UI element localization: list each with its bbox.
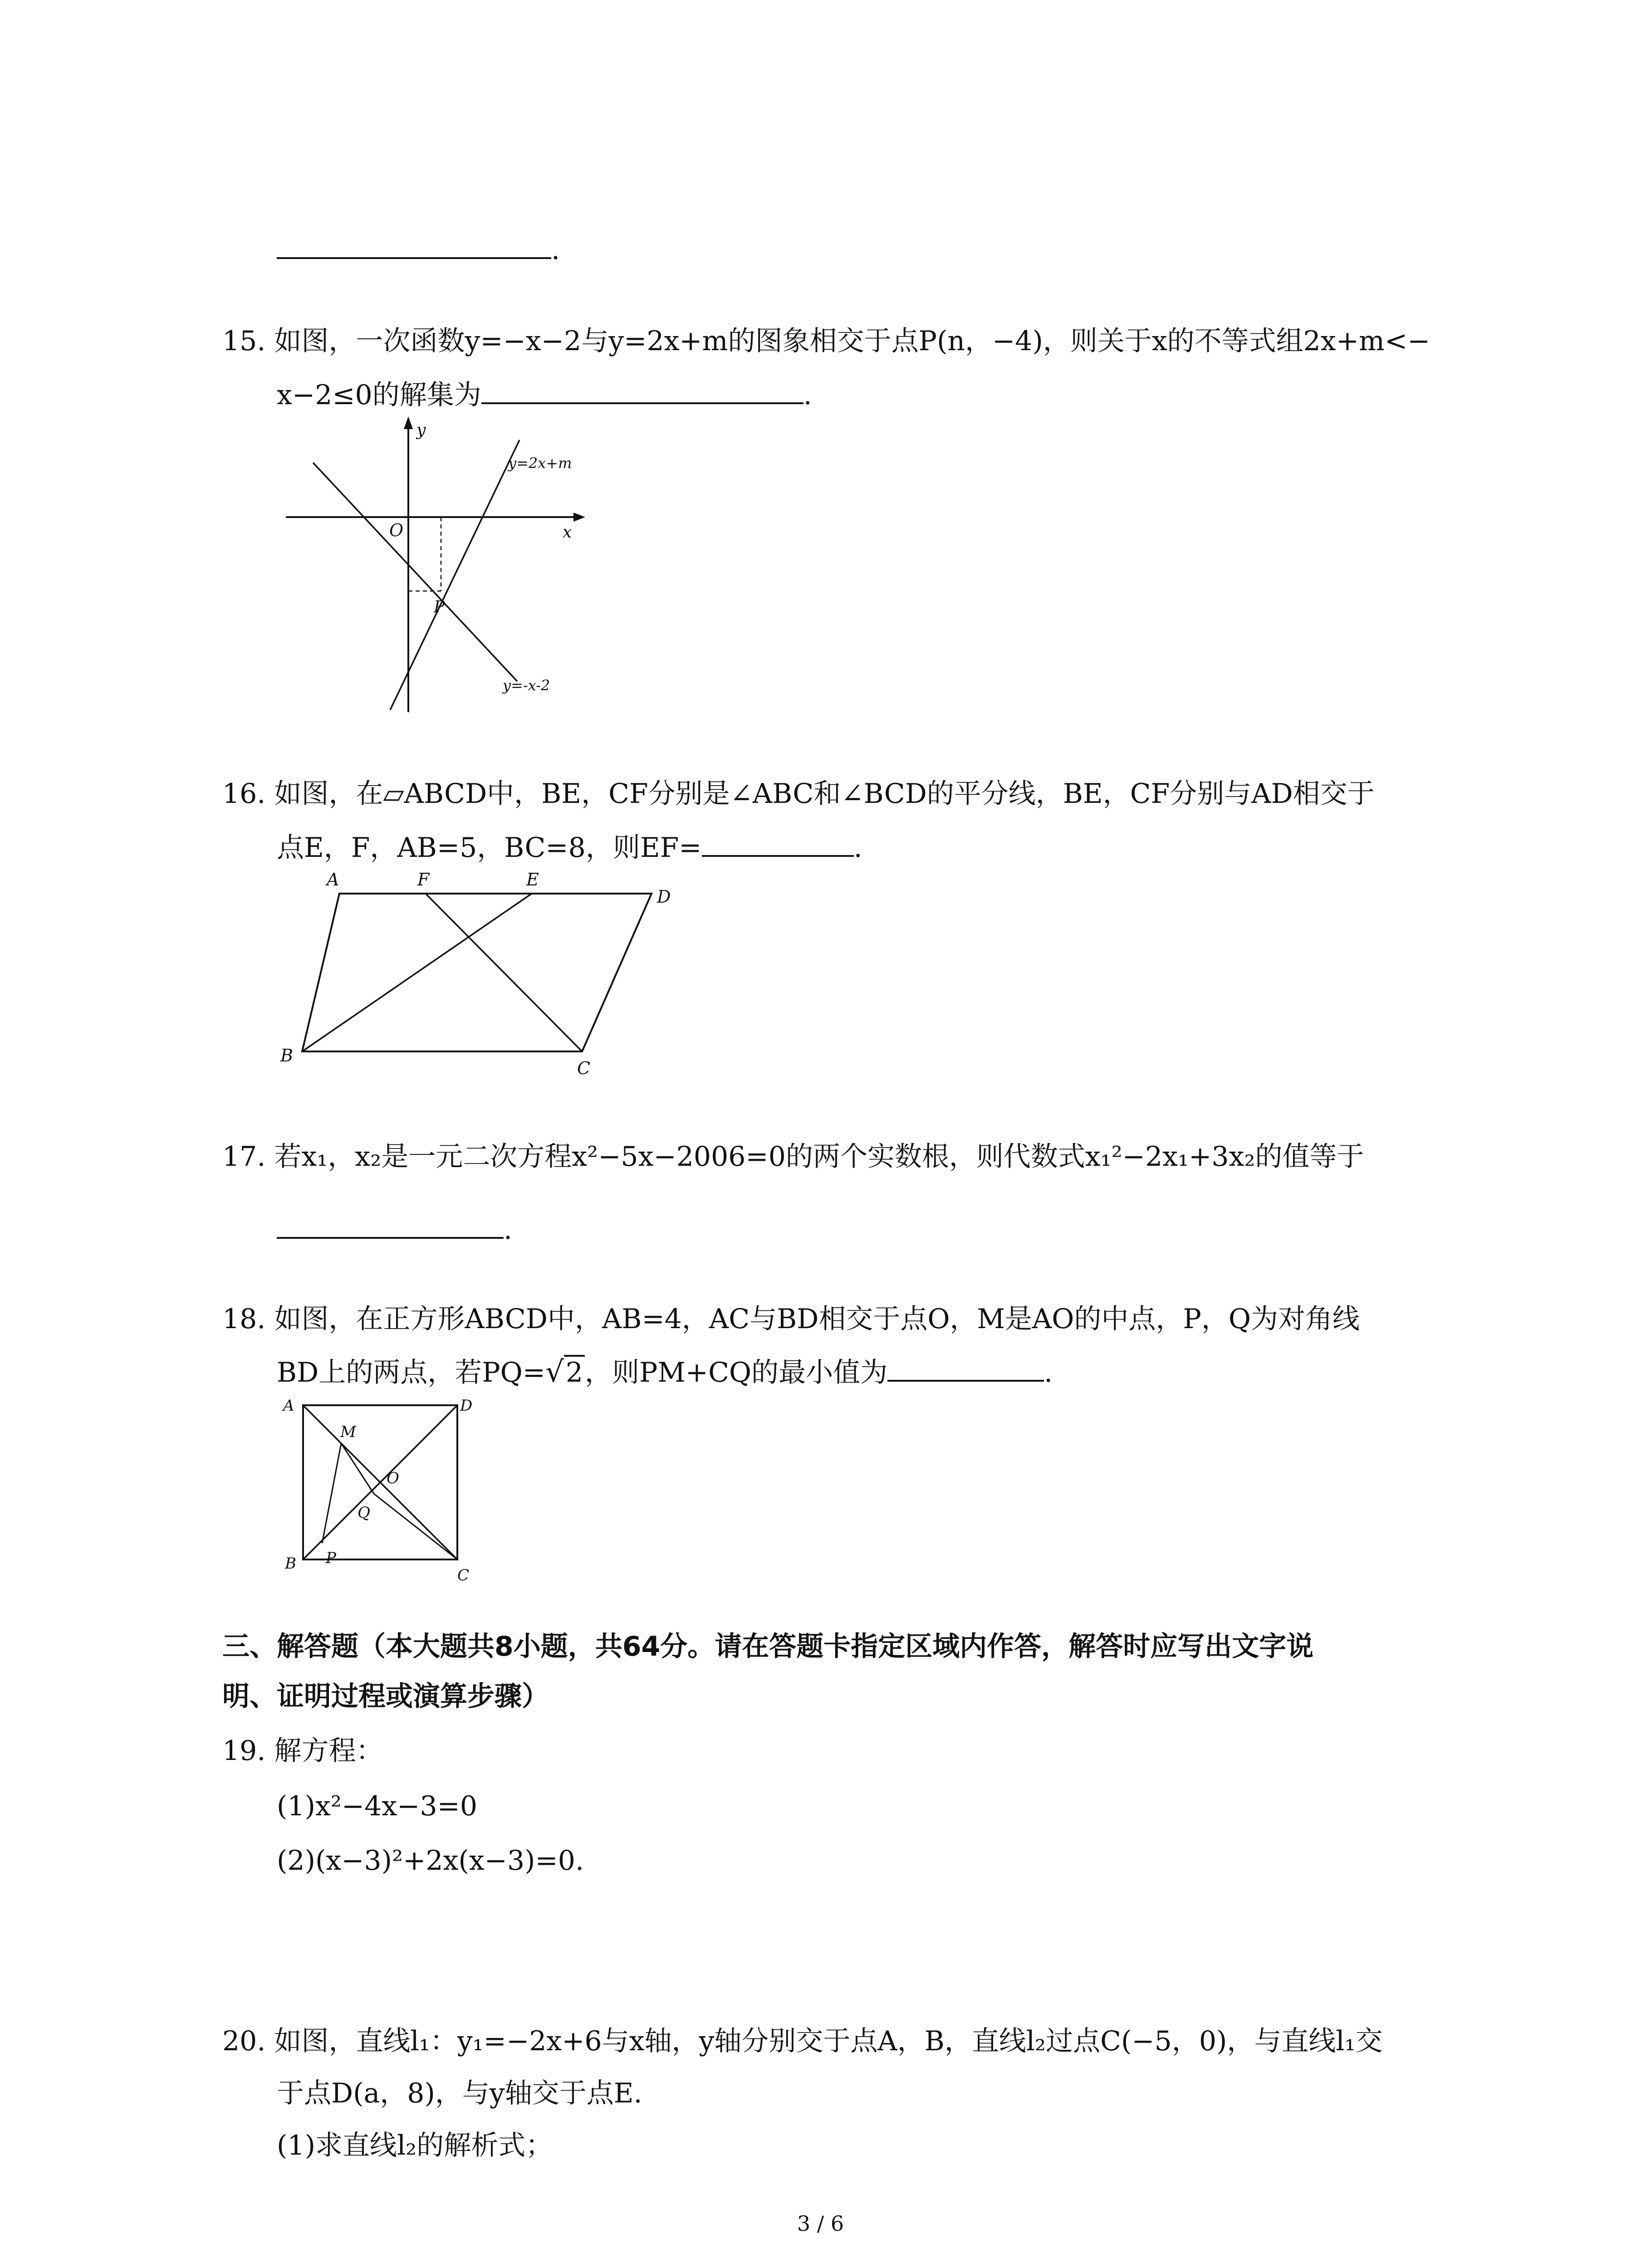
q18-answer-blank — [887, 1352, 1044, 1382]
q19-text-line1: 19. 解方程： — [222, 1735, 383, 1767]
parallelogram-abcd — [302, 894, 652, 1051]
origin-label: O — [389, 520, 404, 540]
q18-text-line2: BD上的两点，若PQ=√2，则PM+CQ的最小值为 . — [277, 1352, 1053, 1391]
vertex-d-label: D — [657, 887, 671, 907]
page-number: 3 / 6 — [797, 2211, 844, 2236]
sqrt-symbol: √ — [545, 1355, 564, 1389]
section3-title-line2: 明、证明过程或演算步骤） — [222, 1681, 549, 1712]
prev-answer-line: . — [277, 229, 560, 268]
vertex-a-label: A — [283, 1397, 294, 1415]
q15-answer-blank — [481, 374, 803, 404]
vertex-b-label: B — [285, 1554, 296, 1573]
line-label-neg-x-minus-2: y=-x-2 — [503, 677, 550, 694]
q16-answer-blank — [702, 827, 854, 857]
q18-figure — [272, 1388, 499, 1594]
q18-text-line1: 18. 如图，在正方形ABCD中，AB=4，AC与BD相交于点O，M是AO的中点，P，Q为对角线 — [222, 1303, 1360, 1335]
vertex-c-label: C — [577, 1058, 591, 1078]
sqrt-radicand: 2 — [564, 1355, 585, 1388]
line-y-eq-neg-x-minus-2 — [313, 463, 517, 681]
q20-text-line1: 20. 如图，直线l₁：y₁=−2x+6与x轴，y轴分别交于点A，B，直线l₂过点C(−5，0)，与直线l₁交 — [222, 2025, 1383, 2057]
y-axis-arrow — [404, 416, 413, 429]
point-o-label: O — [387, 1469, 399, 1487]
section3-title-line1: 三、解答题（本大题共8小题，共64分。请在答题卡指定区域内作答，解答时应写出文字说 — [222, 1631, 1314, 1662]
line-y-eq-2x-plus-m — [390, 440, 519, 710]
line-label-2x-plus-m: y=2x+m — [508, 455, 572, 472]
segment-qc — [374, 1494, 457, 1559]
vertex-a-label: A — [327, 870, 339, 890]
answer-blank — [277, 229, 551, 259]
point-e-label: E — [526, 870, 539, 890]
vertex-d-label: D — [460, 1397, 473, 1415]
q15-figure — [272, 413, 599, 732]
point-f-label: F — [417, 870, 430, 890]
point-p-label: P — [326, 1549, 336, 1567]
x-axis-arrow — [573, 513, 585, 522]
vertex-b-label: B — [280, 1046, 293, 1066]
q17-answer-line: . — [277, 1209, 512, 1248]
q16-text-line2: 点E，F，AB=5，BC=8，则EF= . — [277, 827, 862, 866]
q20-sub1: (1)求直线l₂的解析式； — [277, 2130, 553, 2161]
q20-text-line2: 于点D(a，8)，与y轴交于点E. — [277, 2077, 642, 2109]
point-m-label: M — [340, 1423, 356, 1441]
segment-mq — [341, 1443, 374, 1494]
q15-text-line2: x−2≤0的解集为 . — [277, 374, 812, 413]
q16-figure — [272, 862, 690, 1081]
q19-sub2: (2)(x−3)²+2x(x−3)=0. — [277, 1845, 584, 1877]
q16-text-line1: 16. 如图，在▱ABCD中，BE，CF分别是∠ABC和∠BCD的平分线，BE，CF分别与AD相交于 — [222, 778, 1375, 810]
segment-be — [302, 894, 532, 1051]
q17-text-line1: 17. 若x₁，x₂是一元二次方程x²−5x−2006=0的两个实数根，则代数式x₁²−2x₁+3x₂的值等于 — [222, 1141, 1364, 1173]
q15-text-line1: 15. 如图，一次函数y=−x−2与y=2x+m的图象相交于点P(n，−4)，则关于x的不等式组2x+m<− — [222, 325, 1430, 357]
q19-sub1: (1)x²−4x−3=0 — [277, 1790, 478, 1822]
x-axis-label: x — [563, 523, 572, 542]
vertex-c-label: C — [457, 1566, 470, 1584]
y-axis-label: y — [416, 421, 426, 440]
point-q-label: Q — [358, 1504, 370, 1522]
segment-cf — [426, 894, 582, 1051]
q17-answer-blank — [277, 1209, 504, 1239]
segment-pm — [322, 1443, 341, 1543]
point-p-label: P — [434, 598, 445, 616]
